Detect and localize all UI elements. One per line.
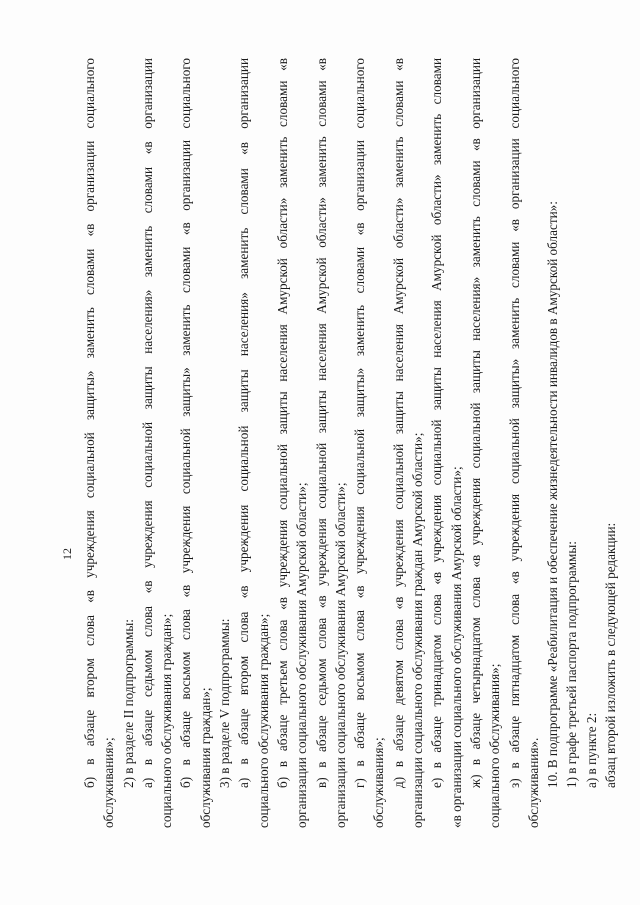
text-line: г) в абзаце восьмом слова «в учреждения социальной защиты» заменить словами «в организации социального bbox=[352, 58, 368, 788]
page-number: 12 bbox=[60, 548, 74, 560]
text-line: 1) в графе третьей паспорта подпрограммы: bbox=[564, 541, 580, 788]
text-line: социального обслуживания граждан»; bbox=[159, 613, 175, 828]
text-line: 3) в разделе V подпрограммы: bbox=[217, 618, 233, 788]
text-line: обслуживания»; bbox=[371, 737, 387, 828]
text-line: обслуживания». bbox=[525, 737, 541, 828]
text-line: б) в абзаце втором слова «в учреждения социальной защиты» заменить словами «в организации социального bbox=[82, 58, 97, 788]
text-line: «в организации социального обслуживания Амурской области»; bbox=[448, 466, 464, 828]
text-line: б) в абзаце третьем слова «в учреждения социальной защиты населения Амурской области» заменить словами «в bbox=[274, 58, 290, 788]
text-line: абзац второй изложить в следующей редакции: bbox=[603, 522, 619, 788]
text-line: обслуживания граждан»; bbox=[197, 687, 213, 828]
text-line: обслуживания»; bbox=[101, 737, 117, 828]
text-line: а) в абзаце втором слова «в учреждения социальной защиты населения» заменить словами «в организации bbox=[236, 58, 252, 788]
text-line: а) в пункте 2: bbox=[583, 712, 599, 788]
text-line: 10. В подпрограмме «Реабилитация и обеспечение жизнедеятельности инвалидов в Амурской области»: bbox=[545, 201, 561, 788]
text-line: организации социального обслуживания Амурской области»; bbox=[332, 482, 348, 828]
text-line: ж) в абзаце четырнадцатом слова «в учреждения социальной защиты населения» заменить словами «в организации bbox=[467, 58, 483, 788]
text-line: е) в абзаце тринадцатом слова «в учреждения социальной защиты населения Амурской области» заменить словами bbox=[429, 58, 445, 788]
document-body bbox=[80, 58, 620, 828]
text-line: в) в абзаце седьмом слова «в учреждения социальной защиты населения Амурской области» заменить словами «в bbox=[313, 58, 329, 788]
text-line: социального обслуживания граждан»; bbox=[255, 613, 271, 828]
text-line: организации социального обслуживания Амурской области»; bbox=[294, 482, 310, 828]
text-line: а) в абзаце седьмом слова «в учреждения социальной защиты населения» заменить словами «в организации bbox=[139, 58, 155, 788]
text-line: социального обслуживания»; bbox=[487, 663, 503, 828]
text-line: з) в абзаце пятнадцатом слова «в учреждения социальной защиты» заменить словами «в организации социального bbox=[506, 58, 522, 788]
text-line: д) в абзаце девятом слова «в учреждения социальной защиты населения Амурской области» заменить словами «в bbox=[390, 58, 406, 788]
text-line: 2) в разделе II подпрограммы: bbox=[120, 619, 136, 788]
text-line: б) в абзаце восьмом слова «в учреждения социальной защиты» заменить словами «в организации социального bbox=[178, 58, 194, 788]
text-line: организации социального обслуживания граждан Амурской области»; bbox=[410, 432, 426, 828]
